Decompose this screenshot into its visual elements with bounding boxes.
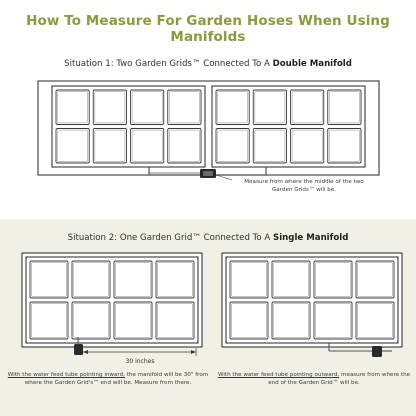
situation-2-note-inward — [4, 371, 212, 387]
situation-1-title-text: Situation 1: Two Garden Grids™ Connected To A — [64, 59, 273, 69]
situation-2-right-manifold — [372, 346, 382, 357]
situation-2-measure-arrow-right — [191, 350, 196, 354]
situation-2-title-text: Situation 2: One Garden Grid™ Connected To A — [67, 233, 274, 243]
inward-note-underlined: With the water feed tube pointing inward, — [7, 372, 125, 378]
situation-1-pointer — [216, 175, 232, 180]
situation-1-note: Measure from where the middle of the two Garden Grids™ will be. — [244, 179, 364, 193]
outward-note-underlined: With the water feed tube pointing outward, — [217, 372, 340, 378]
situation-1-grid-right-frame — [212, 86, 365, 167]
situation-2-measure-label: 30 inches — [125, 358, 155, 365]
page-title: How To Measure For Garden Hoses When Using Manifolds — [26, 13, 390, 45]
situation-1-grid-left-frame — [52, 86, 205, 167]
situation-2-left-grid-frame — [26, 257, 198, 343]
outward-note-rest: measure from where the end of the Garden Grid™ will be. — [268, 372, 411, 386]
inward-note-rest: the manifold will be 30" from where the Garden Grid's™ end will be. Measure from there. — [24, 372, 209, 386]
situation-2-right-grid-frame — [226, 257, 398, 343]
situation-1-manifold-detail — [203, 171, 213, 176]
situation-1-title-bold: Double Manifold — [272, 59, 352, 69]
situation-2-left-manifold — [74, 344, 83, 355]
situation-2-measure-arrow-left — [83, 350, 88, 354]
situation-2-title-bold: Single Manifold — [273, 233, 349, 243]
situation-2-note-outward — [214, 371, 414, 387]
